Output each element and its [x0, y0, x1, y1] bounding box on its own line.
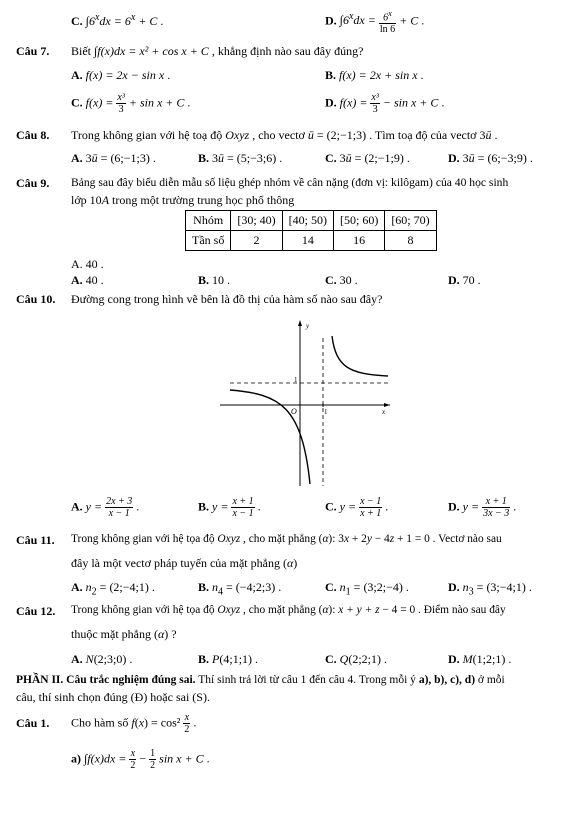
- q7-label: Câu 7.: [16, 44, 50, 58]
- y-one-label: 1: [294, 376, 298, 384]
- curve-left-branch: [230, 390, 310, 484]
- q7-option-a: A. f(x) = 2x − sin x .: [71, 68, 171, 82]
- q8-option-c: C. 3ū = (2;−1;9) .: [325, 151, 410, 165]
- q11-text: Trong không gian với hệ tọa độ Oxyz , cho mặt phẳng (α): 3x + 2y − 4z + 1 = 0 . Vectơ nào sau: [71, 533, 502, 545]
- q9-option-b: B. 10 .: [198, 273, 231, 287]
- q8-text: Trong không gian với hệ toạ độ Oxyz , cho vectơ ū = (2;−1;3) . Tìm toạ độ của vectơ 3ū .: [71, 128, 498, 142]
- table-header-cell: [30; 40): [231, 211, 282, 231]
- table-cell: 14: [282, 231, 333, 251]
- q10-option-c: C. y = $\frac{x - 1}{x + 1}$ .: [325, 496, 389, 519]
- q11-option-a: A. $n_2$ = (2;−4;1) .: [71, 580, 155, 598]
- q9-question: A. 40 .: [71, 257, 104, 271]
- table-header-cell: [40; 50): [282, 211, 333, 231]
- q7-option-c: C. f(x) = $\frac{\text{x³}}{3}$ + sin x + C .: [71, 92, 191, 115]
- q10-option-d: D. y = $\frac{x + 1}{3x - 3}$ .: [448, 496, 517, 519]
- q11-text-2: đây là một vectơ pháp tuyến của mặt phẳng (α): [71, 556, 298, 570]
- y-axis-arrow: [298, 320, 302, 326]
- q9-text-2: lớp 10A trong một trường trung học phổ thông: [71, 193, 295, 207]
- q7-option-b: B. f(x) = 2x + sin x .: [325, 68, 424, 82]
- q6-option-d: D. $\int 6^xdx$ = $\frac{6^x}{\ln 6}$ + C .: [325, 9, 425, 36]
- frequency-table: [185, 210, 437, 251]
- q9-text: Bảng sau đây biểu diễn mẫu số liệu ghép nhóm về cân nặng (đơn vị: kilôgam) của 40 học sinh: [71, 176, 509, 189]
- curve-right-branch: [332, 336, 388, 376]
- q12-text: Trong không gian với hệ tọa độ Oxyz , cho mặt phẳng (α): x + y + z − 4 = 0 . Điểm nào sau đây: [71, 604, 506, 616]
- table-cell: Tần số: [186, 231, 231, 251]
- table-cell: 8: [385, 231, 436, 251]
- q9-option-a: A. 40 .: [71, 273, 104, 287]
- q12-text-2: thuộc mặt phẳng (α) ?: [71, 627, 177, 641]
- origin-label: O: [291, 407, 297, 416]
- q8-option-a: A. 3ū = (6;−1;3) .: [71, 151, 156, 165]
- q8-label: Câu 8.: [16, 128, 50, 142]
- c1-label: Câu 1.: [16, 716, 50, 730]
- table-header-cell: [60; 70): [385, 211, 436, 231]
- q12-option-a: A. N(2;3;0) .: [71, 652, 133, 666]
- q11-option-d: D. $n_3$ = (3;−4;1) .: [448, 580, 532, 598]
- q9-option-d: D. 70 .: [448, 273, 481, 287]
- function-graph: [220, 318, 390, 486]
- table-cell: 2: [231, 231, 282, 251]
- q10-option-a: A. y = $\frac{2x + 3}{x - 1}$ .: [71, 496, 140, 519]
- x-one-label: 1: [324, 408, 328, 416]
- q8-option-b: B. 3ū = (5;−3;6) .: [198, 151, 283, 165]
- table-cell: 16: [333, 231, 384, 251]
- q8-option-d: D. 3ū = (6;−3;9) .: [448, 151, 533, 165]
- q11-option-b: B. $n_4$ = (−4;2;3) .: [198, 580, 282, 598]
- part2-heading: PHẦN II. Câu trắc nghiệm đúng sai. Thí sinh trả lời từ câu 1 đến câu 4. Trong mỗi ý a), b), c), d) ở mỗi: [16, 674, 505, 686]
- q12-option-d: D. M(1;2;1) .: [448, 652, 512, 666]
- q10-label: Câu 10.: [16, 292, 56, 306]
- q12-option-b: B. P(4;1;1) .: [198, 652, 259, 666]
- q10-text: Đường cong trong hình vẽ bên là đồ thị của hàm số nào sau đây?: [71, 292, 383, 306]
- c1-text: Cho hàm số f(x) = cos² $\frac{x}{2}$ .: [71, 712, 197, 735]
- q9-label: Câu 9.: [16, 176, 50, 190]
- c1-item-a: a) ∫f(x)dx = $\frac{x}{2}$ − $\frac{1}{2}$ sin x + C .: [71, 748, 210, 771]
- q6-option-c: C. $\int 6^xdx = 6^x + C$ .: [71, 12, 164, 28]
- q12-option-c: C. Q(2;2;1) .: [325, 652, 388, 666]
- y-axis-label: y: [306, 322, 310, 330]
- x-axis-label: x: [382, 408, 386, 416]
- q10-option-b: B. y = $\frac{x + 1}{x - 1}$ .: [198, 496, 261, 519]
- q7-text: Biết ∫f(x)dx = x² + cos x + C , khẳng định nào sau đây đúng?: [71, 44, 364, 58]
- x-axis-arrow: [384, 403, 390, 407]
- q11-option-c: C. $n_1$ = (3;2;−4) .: [325, 580, 409, 598]
- table-header-cell: [50; 60): [333, 211, 384, 231]
- q12-label: Câu 12.: [16, 604, 56, 618]
- q9-option-c: C. 30 .: [325, 273, 358, 287]
- q7-option-d: D. f(x) = $\frac{\text{x³}}{3}$ − sin x + C .: [325, 92, 445, 115]
- part2-heading-2: câu, thí sinh chọn đúng (Đ) hoặc sai (S).: [16, 690, 210, 704]
- q11-label: Câu 11.: [16, 533, 55, 547]
- table-header-cell: Nhóm: [186, 211, 231, 231]
